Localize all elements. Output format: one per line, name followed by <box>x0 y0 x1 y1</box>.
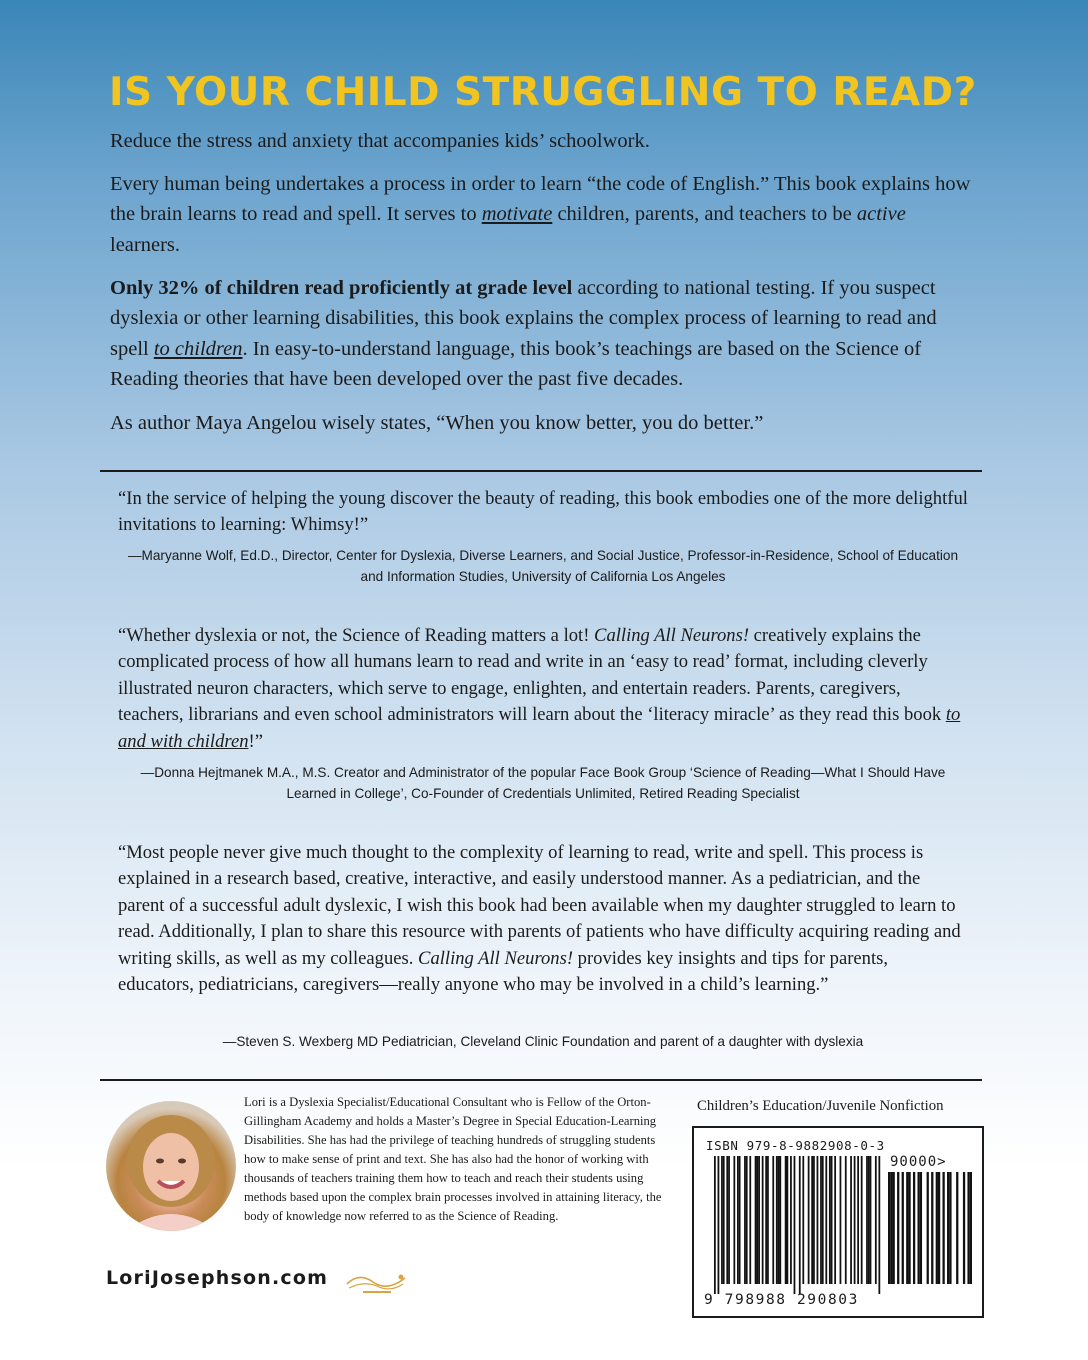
barcode-bar <box>897 1172 899 1284</box>
barcode-bar <box>829 1156 831 1284</box>
barcode-bar <box>723 1156 725 1284</box>
barcode-bar <box>840 1156 842 1284</box>
endorsement-attribution-2: —Donna Hejtmanek M.A., M.S. Creator and Administrator of the popular Face Book Group ‘Science of Reading—What I Should Have Learned in College’, Co-Founder of Credentials Unlimited, Retired Reading Specialist <box>140 765 946 801</box>
barcode-bar <box>831 1156 833 1284</box>
barcode-bar <box>817 1156 819 1284</box>
endorsement-quote-1: “In the service of helping the young discover the beauty of reading, this book embodies one of the more delightful invitations to learning: Whimsy!” <box>118 488 968 536</box>
barcode-bar <box>927 1172 929 1284</box>
barcode-bar <box>868 1156 870 1284</box>
barcode-bar <box>733 1156 735 1284</box>
barcode-bar <box>854 1156 856 1284</box>
barcode-bar <box>728 1156 730 1284</box>
barcode-bar <box>906 1172 908 1284</box>
barcode-bar <box>861 1156 863 1284</box>
barcode-bar <box>758 1156 760 1284</box>
barcode-bar <box>963 1172 965 1284</box>
barcode-bar <box>755 1156 757 1284</box>
barcode-bar <box>913 1172 915 1284</box>
intro-paragraph-2: Every human being undertakes a process in order to learn “the code of English.” This book explains how the brain learns to read and spell. It serves to motivate children, parents, and teachers to be active learners. <box>110 173 971 256</box>
barcode-bar <box>834 1156 836 1284</box>
barcode-bar <box>746 1156 748 1284</box>
barcode-bar <box>866 1156 868 1284</box>
isbn-barcode <box>692 1126 984 1318</box>
intro-paragraph-3: Only 32% of children read proficiently at grade level according to national testing. If you suspect dyslexia or other learning disabilities, this book explains the complex process of learning to read and spell to children. In easy-to-understand language, this book’s teachings are based on the Science of Reading theories that have been developed over the past five decades. <box>110 277 937 391</box>
barcode-bar <box>890 1172 892 1284</box>
barcode-bar <box>772 1156 774 1284</box>
book-category: Children’s Education/Juvenile Nonfiction <box>697 1098 944 1114</box>
author-bio: Lori is a Dyslexia Specialist/Educational Consultant who is Fellow of the Orton-Gillingham Academy and holds a Master’s Degree in Special Education-Learning Disabilities. She has had the privilege of teaching hundreds of struggling students how to make sense of print and text. She has also had the honor of working with thousands of teachers training them how to teach and reach their students using methods based upon the complex brain processes involved in attaining literacy, the body of knowledge now referred to as the Science of Reading. <box>244 1095 662 1223</box>
barcode-bar <box>920 1172 922 1284</box>
barcode-bar <box>749 1156 751 1284</box>
barcode-bar <box>790 1156 792 1284</box>
barcode-bar <box>718 1156 720 1294</box>
barcode-bar <box>825 1156 827 1284</box>
barcode-bar <box>811 1156 813 1284</box>
barcode-bar <box>767 1156 769 1284</box>
barcode-bar <box>908 1172 910 1284</box>
barcode-bar <box>739 1156 741 1284</box>
barcode-bar <box>737 1156 739 1284</box>
barcode-bar <box>949 1172 951 1284</box>
isbn-label: ISBN 979-8-9882908-0-3 <box>706 1138 885 1153</box>
barcode-bar <box>765 1156 767 1284</box>
barcode-bar <box>947 1172 949 1284</box>
price-code: 90000> <box>890 1154 947 1170</box>
barcode-bar <box>776 1156 778 1284</box>
author-portrait-icon <box>106 1101 236 1231</box>
barcode-bar <box>721 1156 723 1284</box>
barcode-bar <box>967 1172 969 1284</box>
barcode-bar <box>893 1172 895 1284</box>
barcode-bar <box>813 1156 815 1284</box>
barcode-bar <box>726 1156 728 1284</box>
author-website: LoriJosephson.com <box>106 1267 329 1289</box>
endorsement-attribution-1: —Maryanne Wolf, Ed.D., Director, Center for Dyslexia, Diverse Learners, and Social Justice, Professor-in-Residence, School of Education and Information Studies, University of California Los Angeles <box>127 548 959 584</box>
barcode-bar <box>902 1172 904 1284</box>
barcode-bar <box>779 1156 781 1284</box>
barcode-bar <box>870 1156 872 1284</box>
barcode-bar <box>808 1156 810 1284</box>
barcode-bar <box>878 1156 880 1294</box>
section-divider-top <box>100 470 982 472</box>
barcode-bar <box>820 1156 822 1284</box>
barcode-bars-addon <box>888 1172 972 1294</box>
barcode-bar <box>802 1156 804 1284</box>
barcode-bar <box>744 1156 746 1284</box>
barcode-bar <box>942 1172 944 1284</box>
barcode-bar <box>794 1156 796 1294</box>
barcode-bar <box>936 1172 938 1284</box>
author-photo <box>106 1101 236 1231</box>
endorsement-attribution-3: —Steven S. Wexberg MD Pediatrician, Cleveland Clinic Foundation and parent of a daughter with dyslexia <box>222 1034 864 1049</box>
barcode-bar <box>938 1172 940 1284</box>
barcode-bar <box>799 1156 801 1294</box>
endorsement-quote-3: “Most people never give much thought to the complexity of learning to read, write and spell. This process is explained in a research based, creative, interactive, and easily understood manner. As a pediatrician, and the parent of a successful adult dyslexic, I wish this book had been available when my daughter struggled to learn to read. Additionally, I plan to share this resource with parents of patients who have difficulty acquiring reading and writing skills, as well as my colleagues. Calling All Neurons! provides key insights and tips for parents, educators, pediatricians, caregivers—really anyone who may be involved in a child’s learning.” <box>118 842 961 996</box>
barcode-bar <box>756 1156 758 1284</box>
barcode-bar <box>778 1156 780 1284</box>
barcode-bar <box>845 1156 847 1284</box>
endorsement-quote-2: “Whether dyslexia or not, the Science of Reading matters a lot! Calling All Neurons! creatively explains the complicated process of how all humans learn to read and write in an ‘easy to read’ format, including cleverly illustrated neuron characters, which serve to engage, enlighten, and entertain readers. Parents, caregivers, teachers, librarians and even school administrators will learn about the ‘literacy miracle’ as they read this book to and with children!” <box>118 625 961 752</box>
barcode-bar <box>931 1172 933 1284</box>
publisher-logo-icon <box>343 1270 411 1296</box>
barcode-bar <box>822 1156 824 1284</box>
back-cover-heading: IS YOUR CHILD STRUGGLING TO READ? <box>109 70 977 115</box>
barcode-digits: 9 798988 290803 <box>704 1292 859 1308</box>
barcode-bar <box>875 1156 877 1284</box>
intro-paragraph-1: Reduce the stress and anxiety that accompanies kids’ schoolwork. <box>110 130 650 152</box>
barcode-bar <box>714 1156 716 1294</box>
barcode-bar <box>970 1172 972 1284</box>
barcode-bar <box>787 1156 789 1284</box>
intro-paragraph-4: As author Maya Angelou wisely states, “When you know better, you do better.” <box>110 412 764 434</box>
barcode-bar <box>762 1156 764 1284</box>
barcode-bar <box>918 1172 920 1284</box>
barcode-bar <box>785 1156 787 1284</box>
barcode-bar <box>888 1172 890 1284</box>
barcode-bar <box>850 1156 852 1284</box>
barcode-bar <box>857 1156 859 1284</box>
barcode-bar <box>956 1172 958 1284</box>
barcode-bars-main <box>714 1156 882 1294</box>
section-divider-bottom <box>100 1079 982 1081</box>
